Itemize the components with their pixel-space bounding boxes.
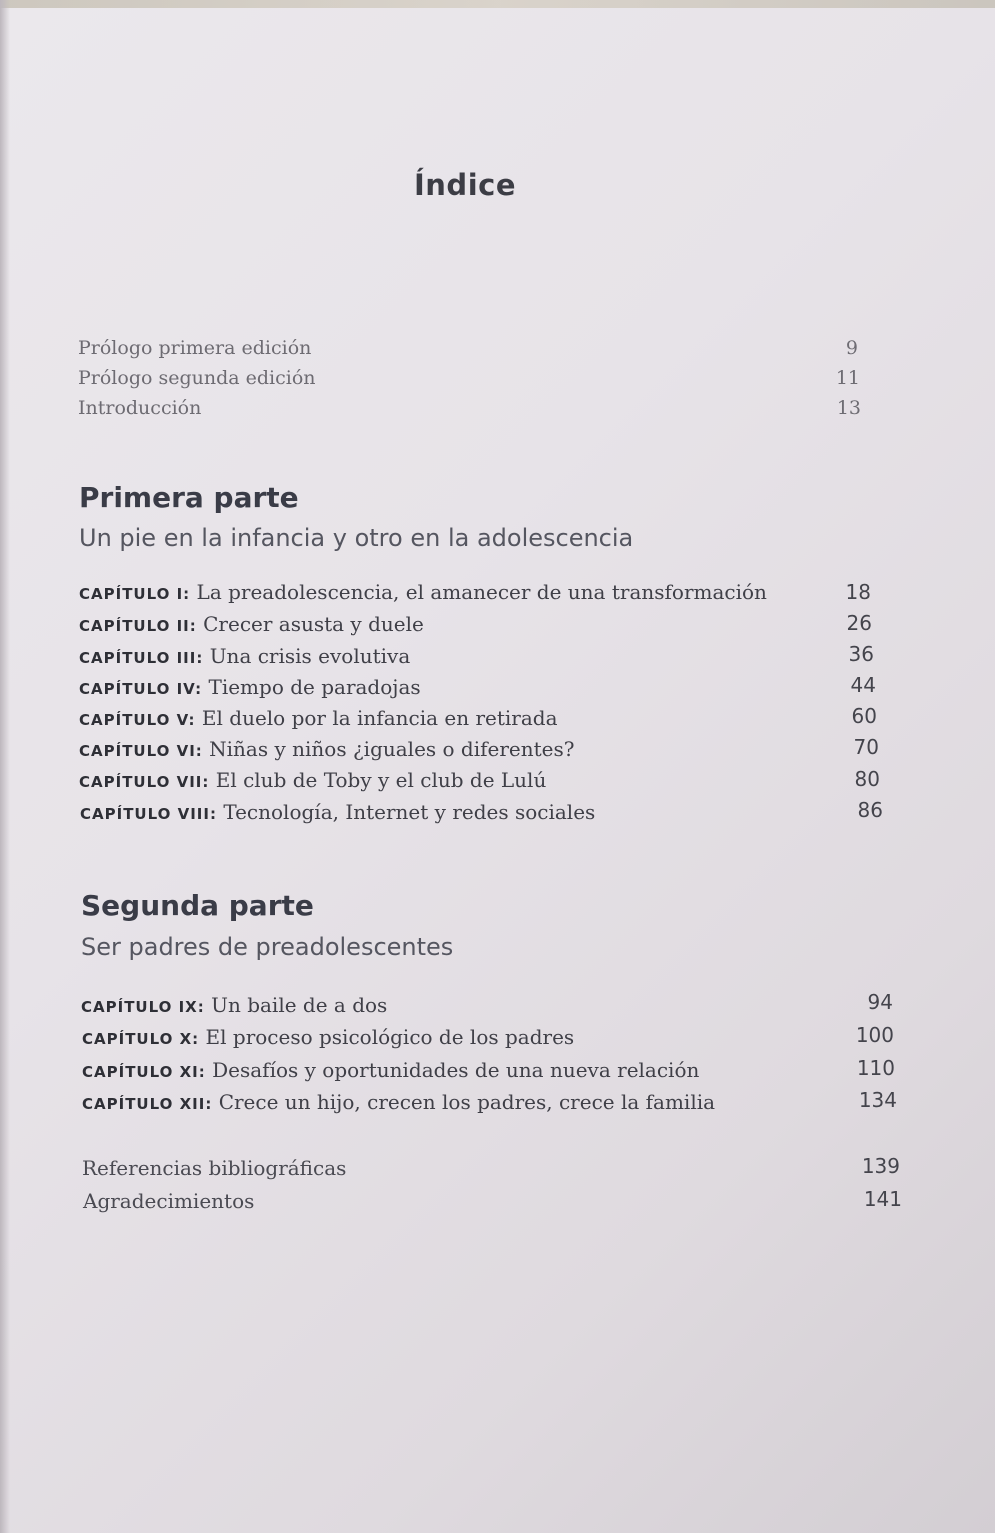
chapter-title: El duelo por la infancia en retirada: [201, 706, 558, 730]
chapter-title: Crece un hijo, crecen los padres, crece la familia: [218, 1090, 716, 1114]
page-top-edge: [0, 0, 995, 8]
part-title: Segunda parte: [81, 889, 314, 922]
chapter-label: CAPÍTULO IV:: [79, 680, 203, 698]
toc-chapter-entry: [79, 675, 421, 699]
part-subtitle: Ser padres de preadolescentes: [81, 933, 454, 961]
toc-chapter-entry: [82, 1025, 574, 1049]
toc-page-number: 18: [845, 580, 871, 604]
chapter-title: Una crisis evolutiva: [209, 644, 411, 668]
chapter-title: Niñas y niños ¿iguales o diferentes?: [209, 737, 575, 761]
toc-page-number: 110: [856, 1056, 895, 1080]
chapter-label: CAPÍTULO I:: [79, 585, 191, 603]
chapter-label: CAPÍTULO III:: [79, 649, 204, 667]
toc-page-number: 36: [848, 642, 874, 666]
toc-page-number: 60: [851, 704, 877, 728]
toc-entry-introduccion: [78, 397, 201, 419]
chapter-label: CAPÍTULO XI:: [82, 1063, 206, 1081]
chapter-label: CAPÍTULO VII:: [79, 773, 210, 791]
toc-chapter-entry: [79, 644, 410, 668]
toc-chapter-entry: [79, 768, 546, 792]
toc-entry-prologo-2: [78, 367, 316, 389]
chapter-title: El club de Toby y el club de Lulú: [215, 768, 547, 792]
page-title: Índice: [414, 168, 516, 202]
chapter-label: CAPÍTULO XII:: [82, 1095, 213, 1113]
toc-entry-agradecimientos: [83, 1189, 254, 1213]
page-binding-shadow: [0, 0, 10, 1533]
toc-page-number: 9: [845, 337, 858, 359]
toc-page-number: 141: [863, 1187, 902, 1211]
toc-entry-label: Prólogo primera edición: [78, 337, 312, 359]
toc-entry-label: Introducción: [78, 397, 202, 419]
toc-page-number: 86: [857, 798, 883, 822]
chapter-label: CAPÍTULO II:: [79, 617, 197, 635]
chapter-label: CAPÍTULO VI:: [79, 742, 203, 760]
chapter-title: Un baile de a dos: [211, 993, 388, 1017]
toc-page-number: 94: [867, 990, 893, 1014]
toc-chapter-entry: [80, 800, 595, 824]
part-subtitle: Un pie en la infancia y otro en la adolescencia: [79, 524, 634, 552]
toc-page-number: 11: [835, 367, 860, 389]
part-title: Primera parte: [79, 481, 299, 514]
chapter-title: Tecnología, Internet y redes sociales: [223, 800, 596, 824]
toc-entry-label: Referencias bibliográficas: [82, 1156, 347, 1180]
toc-chapter-entry: [79, 706, 558, 730]
chapter-label: CAPÍTULO V:: [79, 711, 196, 729]
toc-page-number: 13: [836, 397, 861, 419]
toc-chapter-entry: [79, 612, 424, 636]
toc-page-number: 44: [850, 673, 876, 697]
chapter-title: Crecer asusta y duele: [203, 612, 424, 636]
toc-chapter-entry: [82, 1090, 715, 1114]
toc-chapter-entry: [81, 993, 387, 1017]
toc-page-number: 70: [853, 735, 879, 759]
chapter-label: CAPÍTULO VIII:: [80, 805, 217, 823]
toc-chapter-entry: [79, 580, 767, 604]
chapter-title: Tiempo de paradojas: [208, 675, 421, 699]
toc-entry-prologo-1: [78, 337, 311, 359]
toc-entry-label: Prólogo segunda edición: [78, 367, 316, 389]
chapter-title: La preadolescencia, el amanecer de una transformación: [196, 580, 767, 604]
toc-chapter-entry: [79, 737, 575, 761]
toc-chapter-entry: [82, 1058, 699, 1082]
toc-page-number: 134: [858, 1088, 897, 1112]
toc-page-number: 26: [846, 611, 872, 635]
chapter-title: Desafíos y oportunidades de una nueva relación: [212, 1058, 700, 1082]
toc-page-number: 100: [855, 1023, 894, 1047]
toc-page-number: 80: [854, 767, 880, 791]
chapter-title: El proceso psicológico de los padres: [205, 1025, 575, 1049]
chapter-label: CAPÍTULO X:: [82, 1030, 200, 1048]
toc-entry-label: Agradecimientos: [83, 1189, 255, 1213]
chapter-label: CAPÍTULO IX:: [81, 998, 205, 1016]
toc-page-number: 139: [861, 1154, 900, 1178]
toc-entry-referencias: [82, 1156, 346, 1180]
